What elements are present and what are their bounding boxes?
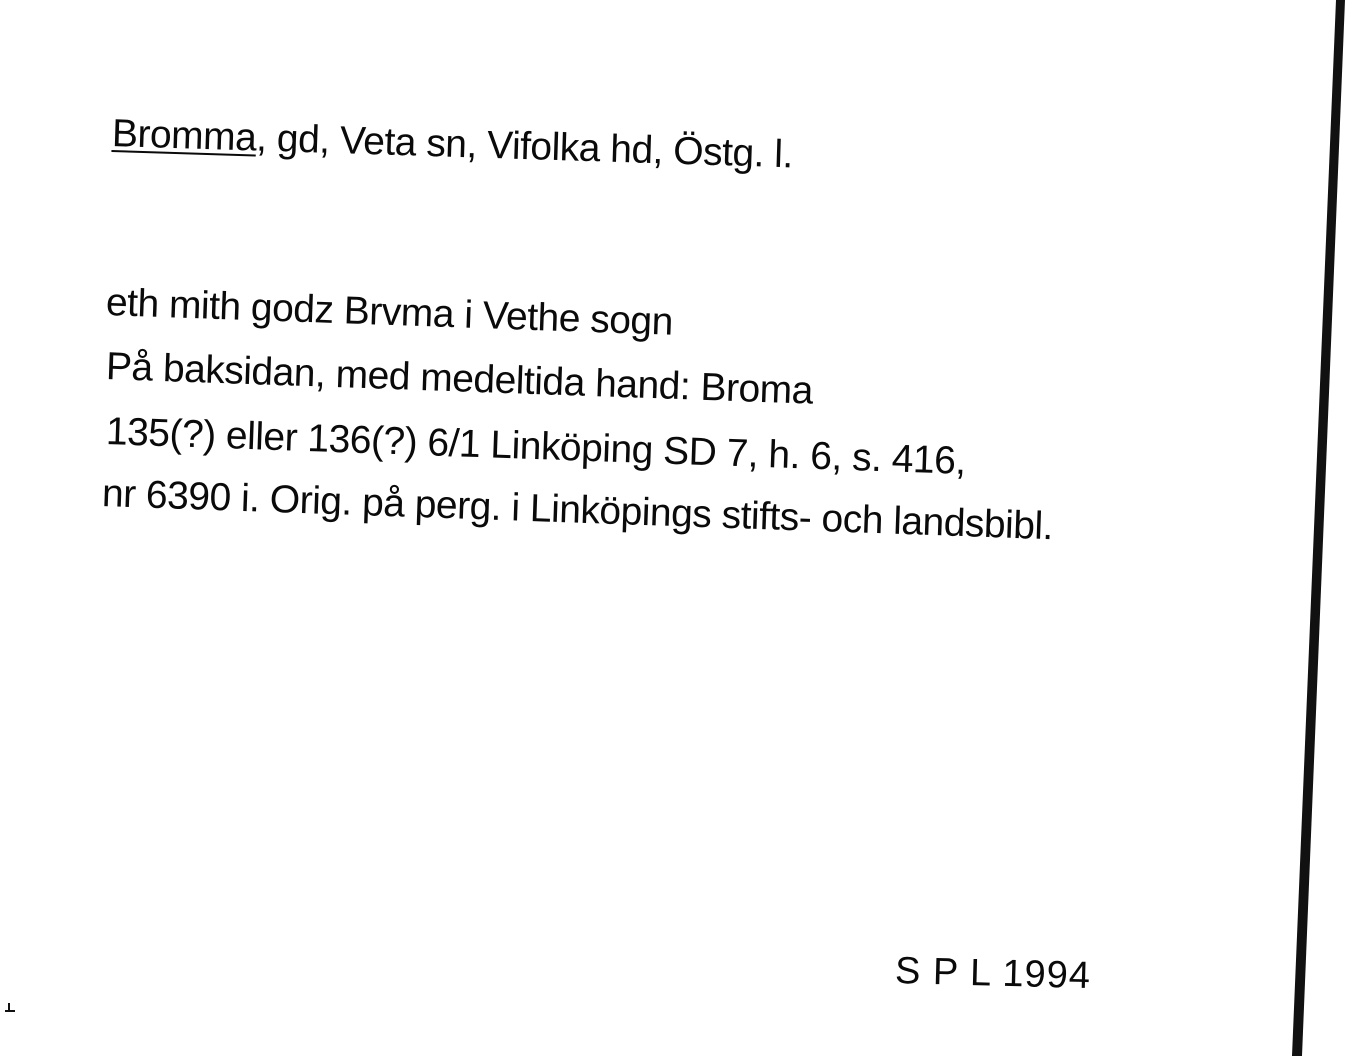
original-location-line: nr 6390 i. Orig. på perg. i Linköpings stifts- och landsbibl.	[101, 472, 1054, 549]
right-edge-shadow	[1292, 0, 1345, 1056]
signature: S P L 1994	[894, 950, 1092, 998]
corner-mark-icon	[5, 1003, 15, 1013]
place-description: , gd, Veta sn, Vifolka hd, Östg. l.	[255, 116, 794, 177]
date-source-line: 135(?) eller 136(?) 6/1 Linköping SD 7, h. 6, s. 416,	[105, 410, 967, 484]
verso-note-line: På baksidan, med medeltida hand: Broma	[105, 345, 814, 413]
place-name: Bromma	[111, 112, 257, 160]
quote-line: eth mith godz Brvma i Vethe sogn	[105, 281, 674, 344]
